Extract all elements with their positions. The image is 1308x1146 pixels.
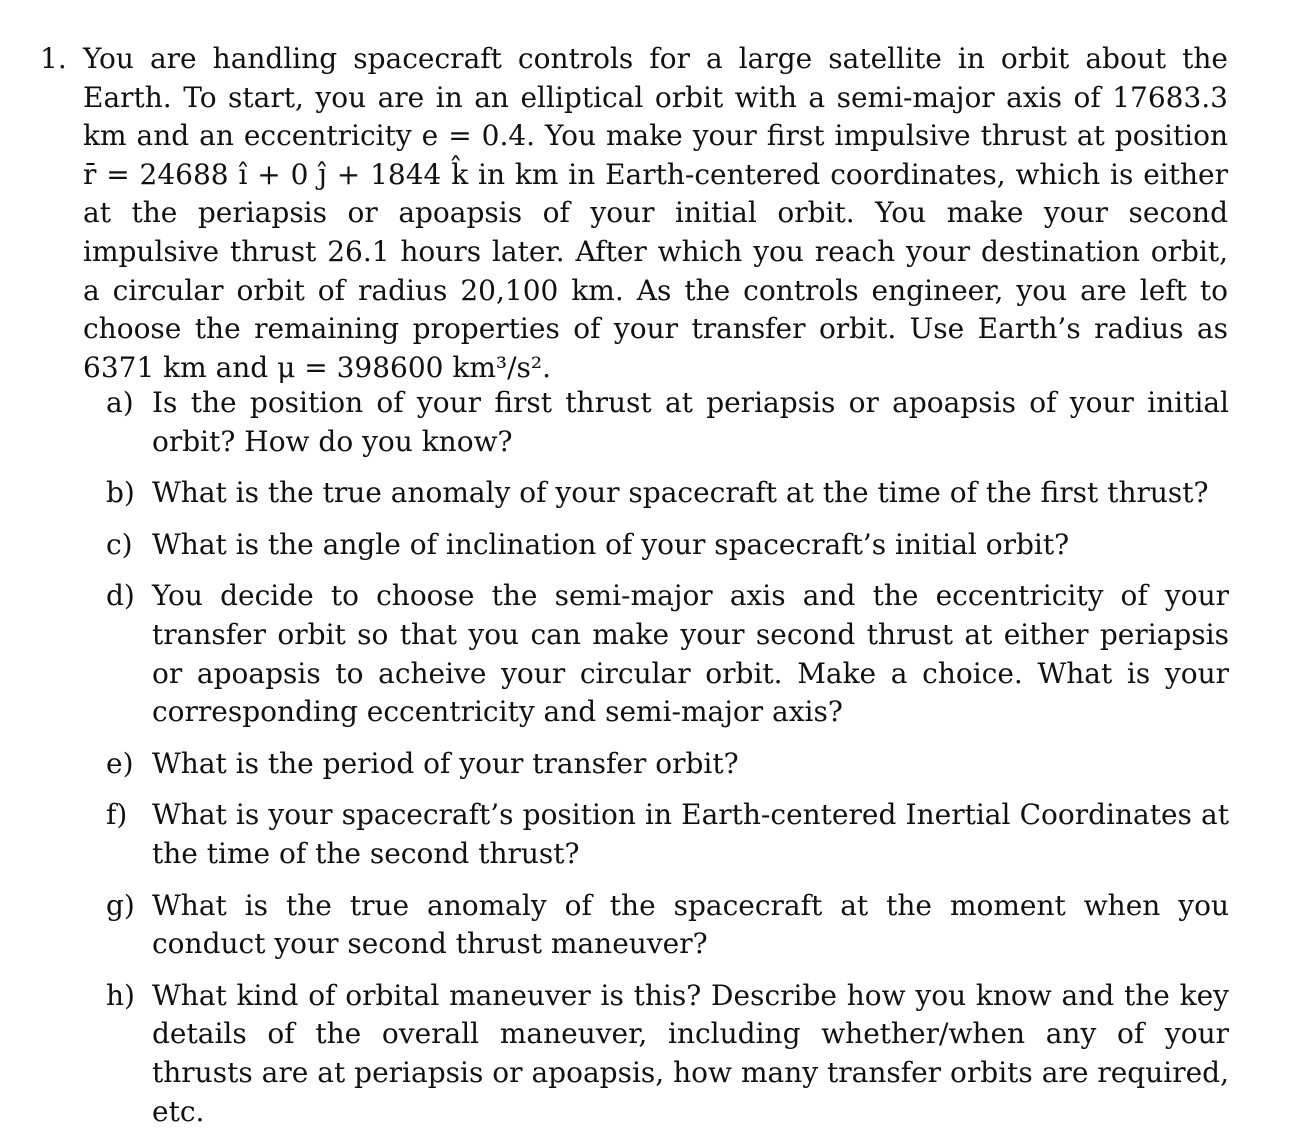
part-question: What is the true anomaly of the spacecraft at the moment when you conduct your second thrust maneuver? [152, 888, 1229, 961]
problem-parts-list [106, 384, 1230, 1144]
problem-number: 1. [40, 42, 67, 75]
part-question: You decide to choose the semi-major axis and the eccentricity of your transfer orbit so that you can make your second thrust at either periapsis or apoapsis to acheive your circular orbit. Make a choice. What is your corresponding eccentricity and semi-major axis? [152, 579, 1229, 729]
part-label: a) [106, 386, 134, 419]
list-item [106, 526, 1230, 565]
part-label: d) [106, 579, 135, 613]
part-label: f) [106, 798, 128, 832]
part-question: What is the angle of inclination of your spacecraft’s initial orbit? [152, 527, 1070, 561]
problem-1 [40, 40, 1230, 387]
list-item [106, 977, 1230, 1131]
part-question: What is the period of your transfer orbit? [152, 746, 739, 780]
list-item [106, 887, 1230, 964]
part-label: c) [106, 527, 133, 561]
problem-statement: You are handling spacecraft controls for a large satellite in orbit about the Earth. To start, you are in an elliptical orbit with a semi-major axis of 17683.3 km and an eccentricity e = 0.4. You make your first impulsive thrust at position r̄ = 24688 î + 0 ĵ + 1844 k̂ in km in Earth-centered coordinates, which is either at the periapsis or apoapsis of your initial orbit. You make your second impulsive thrust 26.1 hours later. After which you reach your destination orbit, a circular orbit of radius 20,100 km. As the controls engineer, you are left to choose the remaining properties of your transfer orbit. Use Earth’s radius as 6371 km and μ = 398600 km³/s². [83, 42, 1228, 384]
part-question: What is your spacecraft’s position in Earth-centered Inertial Coordinates at the time of the second thrust? [152, 798, 1229, 870]
part-label: b) [106, 476, 135, 510]
part-question: What kind of orbital maneuver is this? Describe how you know and the key details of the overall maneuver, including whether/when any of your thrusts are at periapsis or apoapsis, how many transfer orbits are required, etc. [152, 978, 1229, 1128]
list-item [106, 474, 1230, 513]
part-question: What is the true anomaly of your spacecraft at the time of the first thrust? [152, 476, 1209, 510]
list-item [106, 577, 1230, 731]
part-label: h) [106, 978, 135, 1012]
list-item [106, 384, 1230, 461]
list-item [106, 745, 1230, 784]
part-label: g) [106, 888, 135, 922]
list-item [106, 796, 1230, 873]
part-label: e) [106, 746, 134, 780]
part-question: Is the position of your first thrust at periapsis or apoapsis of your initial orbit? How do you know? [152, 386, 1229, 458]
